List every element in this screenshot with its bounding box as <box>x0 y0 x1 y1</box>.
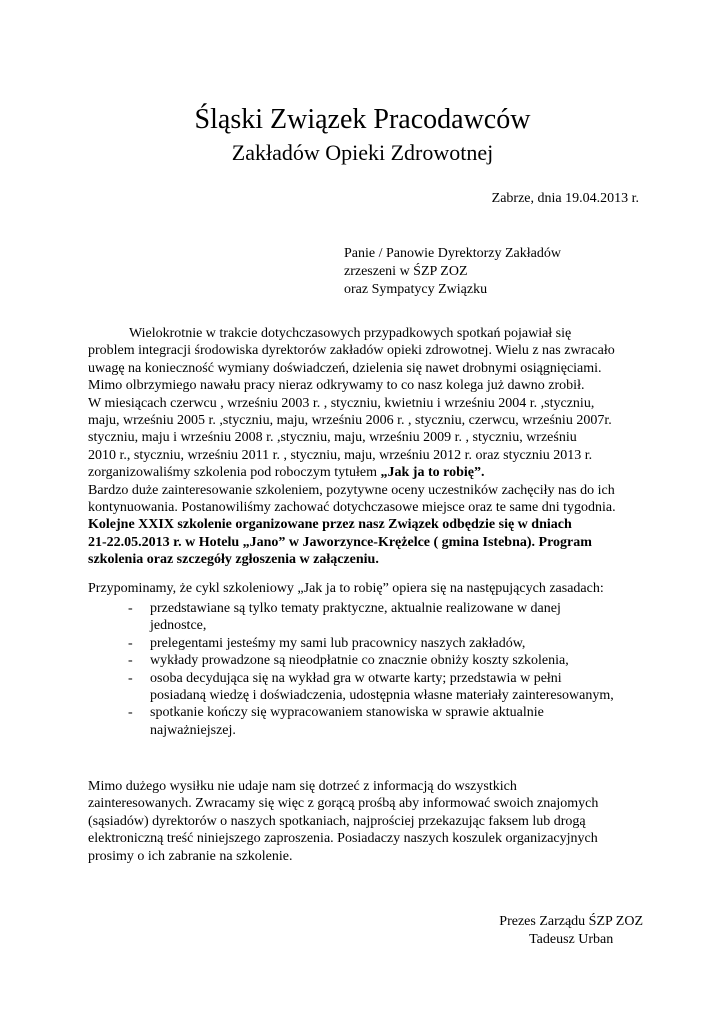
list-item <box>128 704 648 739</box>
text-line: kontynuowania. Postanowiliśmy zachować dotychczasowe miejsce oraz te same dni tygodnia. <box>88 500 616 516</box>
list-bullet: - <box>128 705 133 721</box>
page-title: Śląski Związek Pracodawców <box>194 104 531 135</box>
list-item <box>128 670 648 705</box>
list-item-text: jednostce, <box>150 618 207 634</box>
text-line: styczniu, maju i wrześniu 2008 r. ,styczniu, maju, wrześniu 2009 r. , styczniu, wrześniu <box>88 430 577 446</box>
addressee-line: zrzeszeni w ŚZP ZOZ <box>344 264 468 279</box>
training-title: „Jak ja to robię”. <box>380 465 485 481</box>
closing-paragraph <box>88 778 648 865</box>
addressee-line: oraz Sympatycy Związku <box>344 282 488 297</box>
page-subtitle: Zakładów Opieki Zdrowotnej <box>231 140 494 165</box>
list-item-text: wykłady prowadzone są nieodpłatnie co znacznie obniży koszty szkolenia, <box>150 653 569 669</box>
letter-date: Zabrze, dnia 19.04.2013 r. <box>491 191 639 206</box>
text-line: Bardzo duże zainteresowanie szkoleniem, pozytywne oceny uczestników zachęciły nas do ich <box>88 482 615 498</box>
list-bullet: - <box>128 601 133 616</box>
list-bullet: - <box>128 670 133 686</box>
text-line: zainteresowanych. Zwracamy się więc z gorącą prośbą aby informować swoich znajomych <box>88 796 599 812</box>
text-line: elektroniczną treść niniejszego zaproszenia. Posiadaczy naszych koszulek organizacyjnych <box>88 831 598 847</box>
text-line-with-title <box>88 464 648 481</box>
list-item-text: osoba decydująca się na wykład gra w otwarte karty; przedstawia w pełni <box>150 670 562 686</box>
list-item <box>128 635 648 652</box>
text-line: uwagę na konieczność wymiany doświadczeń, dzielenia się nawet drobnymi osiągnięciami. <box>88 360 602 376</box>
addressee-block <box>344 245 561 299</box>
main-paragraph <box>88 325 648 569</box>
principles-intro <box>88 580 648 597</box>
text-line: problem integracji środowiska dyrektorów zakładów opieki zdrowotnej. Wielu z nas zwracało <box>88 343 615 359</box>
list-item-text: posiadaną wiedzę i doświadczenia, udostępnia własne materiały zainteresowanym, <box>150 688 614 704</box>
announcement-line: 21-22.05.2013 r. w Hotelu „Jano” w Jaworzynce-Krężelce ( gmina Istebna). Program <box>88 534 592 550</box>
text-line: Wielokrotnie w trakcie dotychczasowych przypadkowych spotkań pojawiał się <box>129 326 572 341</box>
list-item-text: przedstawiane są tylko tematy praktyczne, aktualnie realizowane w danej <box>150 601 561 616</box>
list-item <box>128 600 648 635</box>
list-item-text: prelegentami jesteśmy my sami lub pracownicy naszych zakładów, <box>150 635 526 651</box>
signature-block <box>499 913 643 949</box>
text-line: prosimy o ich zabranie na szkolenie. <box>88 848 293 864</box>
signature-role: Prezes Zarządu ŚZP ZOZ <box>499 914 643 929</box>
text-line: (sąsiadów) dyrektorów o naszych spotkaniach, najprościej przekazując faksem lub drogą <box>88 813 586 829</box>
signature-name: Tadeusz Urban <box>529 932 614 947</box>
text-line: Mimo dużego wysiłku nie udaje nam się dotrzeć z informacją do wszystkich <box>88 779 517 794</box>
text-line: W miesiącach czerwcu , wrześniu 2003 r. , styczniu, kwietniu i wrześniu 2004 r. ,styczniu, <box>88 395 595 411</box>
announcement-line: szkolenia oraz szczegóły zgłoszenia w załączeniu. <box>88 552 379 568</box>
list-item-text: spotkanie kończy się wypracowaniem stanowiska w sprawie aktualnie <box>150 705 544 721</box>
text-fragment: zorganizowaliśmy szkolenia pod roboczym tytułem <box>88 465 381 481</box>
text-line: 2010 r., styczniu, wrześniu 2011 r. , styczniu, maju, wrześniu 2012 r. oraz styczniu 2013 r. <box>88 447 593 463</box>
announcement-line: Kolejne XXIX szkolenie organizowane przez nasz Związek odbędzie się w dniach <box>88 517 572 533</box>
principles-list <box>128 600 648 739</box>
text-line: Przypominamy, że cykl szkoleniowy „Jak ja to robię” opiera się na następujących zasadach: <box>88 581 604 596</box>
list-bullet: - <box>128 653 133 669</box>
text-line: maju, wrześniu 2005 r. ,styczniu, maju, wrześniu 2006 r. , styczniu, czerwcu, wrześniu 2007r. <box>88 413 612 429</box>
list-item <box>128 652 648 669</box>
addressee-line: Panie / Panowie Dyrektorzy Zakładów <box>344 246 561 261</box>
text-line: Mimo olbrzymiego nawału pracy nieraz odkrywamy to co nasz kolega już dawno zrobił. <box>88 378 585 394</box>
list-item-text: najważniejszej. <box>150 722 236 738</box>
list-bullet: - <box>128 635 133 651</box>
